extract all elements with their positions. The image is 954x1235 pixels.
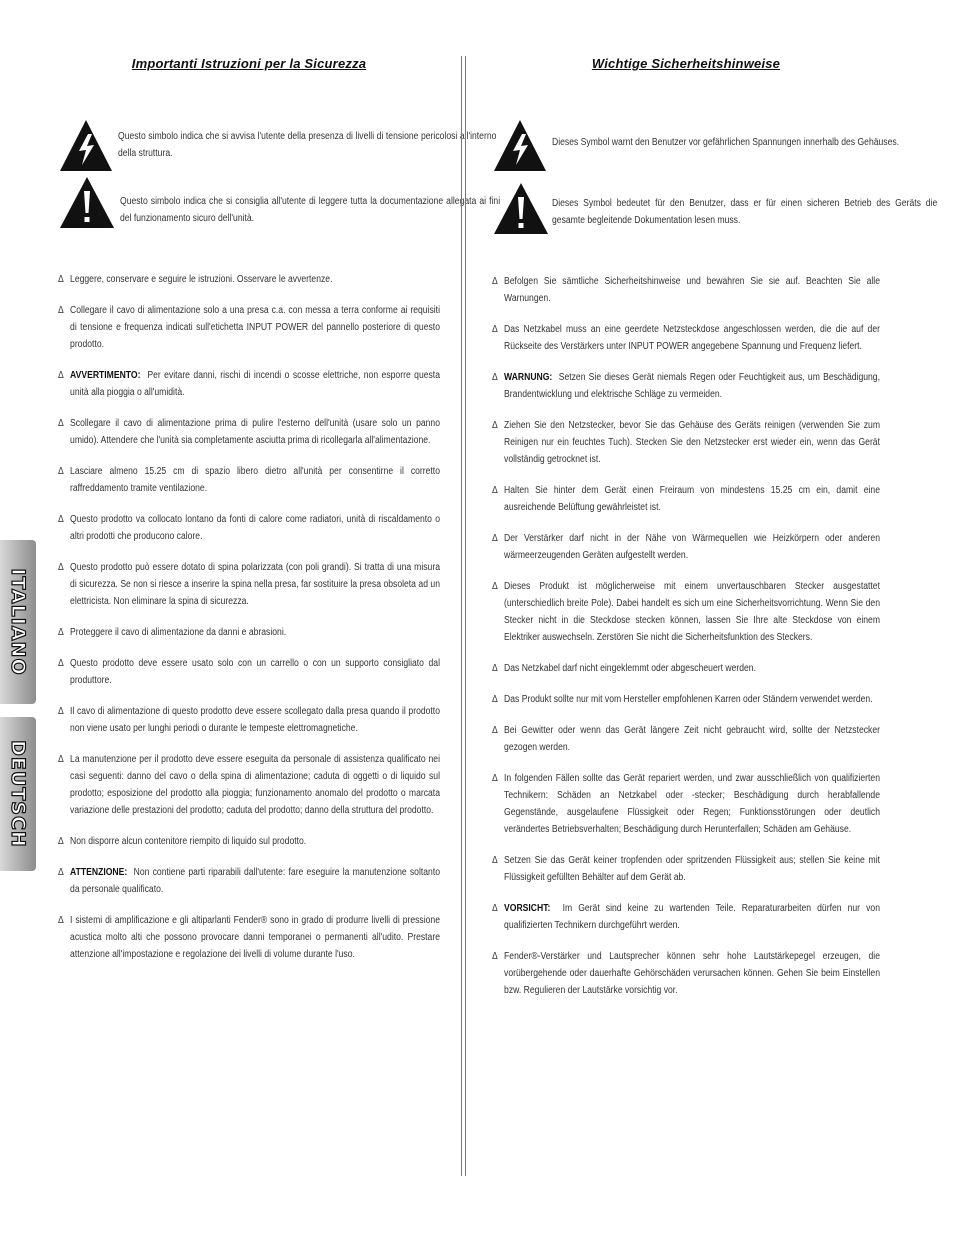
german-lightning-row [492,118,900,174]
safety-list-item [492,482,880,516]
safety-list-item [58,833,440,850]
exclamation-warning-icon [492,181,550,237]
safety-item-text: Halten Sie hinter dem Gerät einen Freiraum von mindestens 15.25 cm ein, damit eine ausreichende Belüftung gewährleistet ist. [504,485,880,513]
safety-list-item [492,273,880,307]
safety-list-item [492,530,880,564]
italiano-tab [0,540,36,704]
exclamation-warning-icon [58,175,116,231]
bullet-delta: Δ [492,276,498,287]
german-safety-list [492,273,880,1013]
safety-item-text: Proteggere il cavo di alimentazione da danni e abrasioni. [70,627,287,638]
safety-list-item [492,691,880,708]
safety-list-item [58,367,440,401]
bullet-delta: Δ [492,773,498,784]
lightning-warning-icon [492,118,548,174]
safety-list-item [58,864,440,898]
safety-list-item [492,770,880,838]
safety-list-item [492,369,880,403]
italian-lightning-text: Questo simbolo indica che si avvisa l'utente della presenza di livelli di tensione pericolosi all'interno della struttura. [118,131,497,159]
bullet-delta: Δ [58,514,64,525]
bullet-delta: Δ [58,627,64,638]
safety-list-item [492,578,880,646]
safety-list-item [58,271,440,288]
bullet-delta: Δ [492,855,498,866]
warning-label: ATTENZIONE: [70,867,128,878]
safety-list-item [58,559,440,610]
bullet-delta: Δ [58,867,64,878]
safety-item-text: Questo prodotto deve essere usato solo con un carrello o con un supporto consigliato dal produttore. [70,658,440,686]
bullet-delta: Δ [492,420,498,431]
safety-item-text: I sistemi di amplificazione e gli altiparlanti Fender® sono in grado di produrre livelli di pressione acustica molto alti che possono provocare danni temporanei o permanenti all'udito. Prestare attenzione all'impostazione e regolazione dei livelli di volume durante l'uso. [70,915,440,960]
bullet-delta: Δ [492,663,498,674]
italian-lightning-row [58,118,497,174]
italian-exclamation-row [58,175,501,231]
german-heading: Wichtige Sicherheitshinweise [591,56,781,71]
bullet-delta: Δ [492,951,498,962]
column-divider [461,56,466,1176]
bullet-delta: Δ [492,694,498,705]
safety-list-item [58,463,440,497]
bullet-delta: Δ [492,372,498,383]
safety-list-item [58,655,440,689]
safety-item-text: Das Netzkabel muss an eine geerdete Netzsteckdose angeschlossen werden, die die auf der Rückseite des Verstärkers unter INPUT POWER angegebene Spannung und Frequenz liefert. [504,324,880,352]
safety-list-item [492,722,880,756]
safety-item-text: In folgenden Fällen sollte das Gerät repariert werden, und zwar ausschließlich von qualifizierten Technikern: Schäden an Netzkabel oder -stecker; Beschädigung durch herabfallende Gegenstände, ausgelaufene Flüssigkeit oder Regen; Funktionsstörungen oder deutlich verändertes Betriebsverhalten; Beschädigung durch Herunterfallen; Schäden am Gehäuse. [504,773,880,835]
safety-list-item [492,321,880,355]
italian-heading: Importanti Istruzioni per la Sicurezza [131,56,367,71]
warning-label: WARNUNG: [504,372,553,383]
bullet-delta: Δ [58,418,64,429]
warning-label: VORSICHT: [504,903,551,914]
bullet-delta: Δ [492,533,498,544]
safety-item-text: Ziehen Sie den Netzstecker, bevor Sie das Gehäuse des Geräts reinigen (verwenden Sie zum Reinigen nur ein feuchtes Tuch). Stecken Sie den Netzstecker erst wieder ein, wenn das Gerät vollständig getrocknet ist. [504,420,880,465]
safety-item-text: Das Produkt sollte nur mit vom Hersteller empfohlenen Karren oder Ständern verwendet werden. [504,694,873,705]
safety-list-item [58,703,440,737]
bullet-delta: Δ [58,466,64,477]
safety-item-text: Non contiene parti riparabili dall'utente: fare eseguire la manutenzione soltanto da personale qualificato. [70,867,441,895]
safety-item-text: Der Verstärker darf nicht in der Nähe von Wärmequellen wie Heizkörpern oder anderen wärmeerzeugenden Geräten aufgestellt werden. [504,533,880,561]
safety-item-text: Questo prodotto va collocato lontano da fonti di calore come radiatori, unità di riscaldamento o altri prodotti che producono calore. [70,514,440,542]
bullet-delta: Δ [492,485,498,496]
safety-list-item [58,624,440,641]
warning-label: AVVERTIMENTO: [70,370,141,381]
safety-list-item [58,912,440,963]
safety-item-text: Non disporre alcun contenitore riempito di liquido sul prodotto. [70,836,307,847]
bullet-delta: Δ [58,658,64,669]
german-lightning-text: Dieses Symbol warnt den Benutzer vor gefährlichen Spannungen innerhalb des Gehäuses. [552,137,900,148]
bullet-delta: Δ [492,725,498,736]
safety-item-text: Per evitare danni, rischi di incendi o scosse elettriche, non esporre questa unità alla pioggia o all'umidità. [70,370,440,398]
bullet-delta: Δ [58,305,64,316]
safety-list-item [492,852,880,886]
bullet-delta: Δ [58,836,64,847]
italian-exclamation-text: Questo simbolo indica che si consiglia all'utente di leggere tutta la documentazione allegata ai fini del funzionamento sicuro dell'unità. [120,196,501,224]
bullet-delta: Δ [58,915,64,926]
bullet-delta: Δ [58,562,64,573]
safety-item-text: Im Gerät sind keine zu wartenden Teile. Reparaturarbeiten dürfen nur von qualifizierten Technikern durchgeführt werden. [504,903,880,931]
bullet-delta: Δ [58,754,64,765]
safety-item-text: Fender®-Verstärker und Lautsprecher können sehr hohe Lautstärkepegel erzeugen, die vorübergehende oder dauerhafte Gehörschäden verursachen können. Gehen Sie beim Einstellen bzw. Regulieren der Lautstärke vorsichtig vor. [504,951,880,996]
safety-item-text: Leggere, conservare e seguire le istruzioni. Osservare le avvertenze. [70,274,333,285]
safety-item-text: Setzen Sie dieses Gerät niemals Regen oder Feuchtigkeit aus, um Beschädigung, Brandentwicklung und elektrische Schläge zu vermeiden. [504,372,880,400]
italian-safety-list [58,271,440,977]
bullet-delta: Δ [58,274,64,285]
safety-item-text: Setzen Sie das Gerät keiner tropfenden oder spritzenden Flüssigkeit aus; stellen Sie keine mit Flüssigkeit gefüllten Behälter auf dem Gerät ab. [504,855,880,883]
bullet-delta: Δ [492,903,498,914]
bullet-delta: Δ [492,324,498,335]
safety-item-text: Collegare il cavo di alimentazione solo a una presa c.a. con messa a terra conforme ai requisiti di tensione e frequenza indicati sull'etichetta INPUT POWER del pannello posteriore di questo prodotto. [70,305,440,350]
bullet-delta: Δ [58,370,64,381]
bullet-delta: Δ [492,581,498,592]
italiano-tab-label: ITALIANO [7,568,29,676]
safety-item-text: Dieses Produkt ist möglicherweise mit einem unvertauschbaren Stecker ausgestattet (unterschiedlich breite Pole). Dabei handelt es sich um eine Sicherheitsvorrichtung. Wenn Sie den Stecker nicht in die Steckdose stecken können, lassen Sie Ihre alte Steckdose von einem Elektriker auswechseln. Zerstören Sie nicht die Sicherheitsfunktion des Steckers. [504,581,880,643]
safety-item-text: Questo prodotto può essere dotato di spina polarizzata (con poli grandi). Si tratta di una misura di sicurezza. Se non si riesce a inserire la spina nella presa, far sostituire la presa obsoleta ad un elettricista. Non eliminare la spina di sicurezza. [70,562,440,607]
safety-list-item [58,751,440,819]
safety-item-text: Das Netzkabel darf nicht eingeklemmt oder abgescheuert werden. [504,663,756,674]
safety-list-item [492,660,880,677]
safety-list-item [492,948,880,999]
german-exclamation-row [492,181,938,237]
bullet-delta: Δ [58,706,64,717]
safety-item-text: Lasciare almeno 15.25 cm di spazio libero dietro all'unità per consentirne il corretto raffreddamento tramite ventilazione. [70,466,440,494]
deutsch-tab [0,717,36,871]
safety-item-text: Bei Gewitter oder wenn das Gerät längere Zeit nicht gebraucht wird, sollte der Netzstecker gezogen werden. [504,725,880,753]
safety-item-text: Scollegare il cavo di alimentazione prima di pulire l'esterno dell'unità (usare solo un panno umido). Attendere che l'unità sia completamente asciutta prima di ricollegarla all'alimentazione. [70,418,440,446]
safety-item-text: Il cavo di alimentazione di questo prodotto deve essere scollegato dalla presa quando il prodotto non viene usato per lunghi periodi o durante le tempeste elettromagnetiche. [70,706,440,734]
german-exclamation-text: Dieses Symbol bedeutet für den Benutzer, dass er für einen sicheren Betrieb des Geräts die gesamte begleitende Dokumentation lesen muss. [552,198,938,226]
safety-item-text: Befolgen Sie sämtliche Sicherheitshinweise und bewahren Sie sie auf. Beachten Sie alle Warnungen. [504,276,880,304]
deutsch-tab-label: DEUTSCH [7,740,29,848]
lightning-warning-icon [58,118,114,174]
safety-list-item [58,415,440,449]
safety-list-item [492,417,880,468]
safety-item-text: La manutenzione per il prodotto deve essere eseguita da personale di assistenza qualificato nei casi seguenti: danno del cavo o della spina di alimentazione; caduta di oggetti o di liquido sul prodotto; esposizione del prodotto alla pioggia; funzionamento anomalo del prodotto o marcata variazione delle prestazioni del prodotto; caduta del prodotto; danno della struttura del prodotto. [70,754,440,816]
safety-list-item [58,511,440,545]
safety-list-item [58,302,440,353]
safety-list-item [492,900,880,934]
